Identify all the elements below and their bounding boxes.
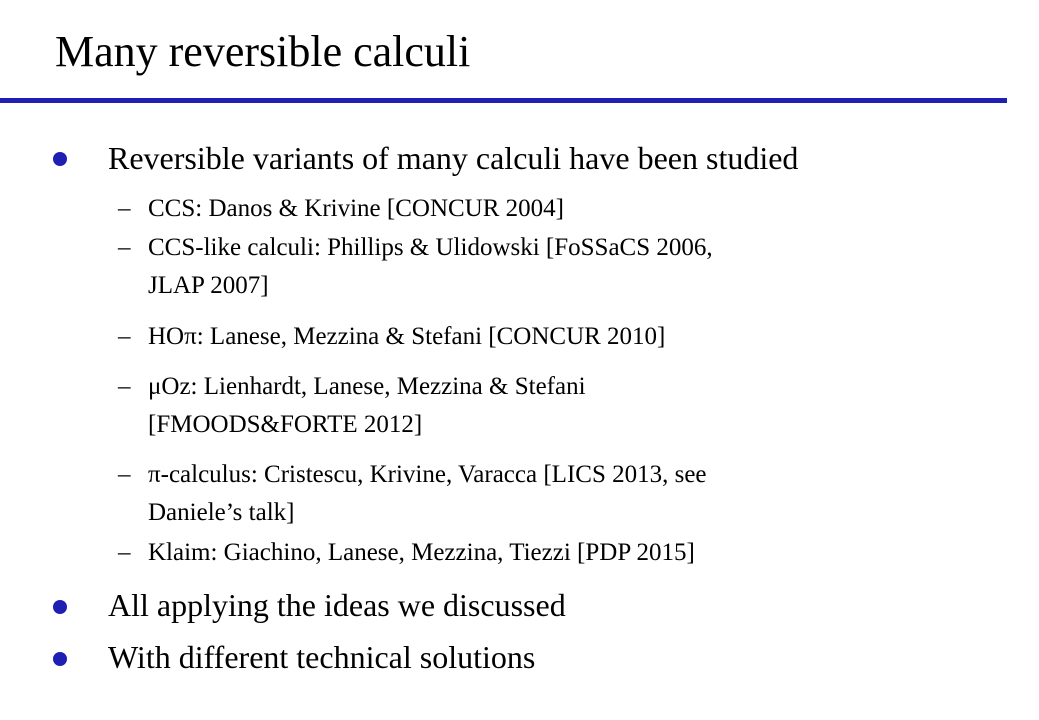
slide-title: Many reversible calculi — [55, 27, 471, 76]
sub-item-text: CCS-like calculi: Phillips & Ulidowski [FoSSaCS 2006, — [148, 234, 713, 261]
title-underline — [0, 98, 1007, 103]
sub-item-text-continued: JLAP 2007] — [148, 272, 269, 299]
sub-item-text: μOz: Lienhardt, Lanese, Mezzina & Stefani — [148, 373, 586, 400]
bullet-dot-icon — [53, 152, 67, 166]
dash-icon: – — [118, 373, 131, 400]
sub-item-text-continued: [FMOODS&FORTE 2012] — [148, 411, 423, 438]
sub-item-text: π-calculus: Cristescu, Krivine, Varacca [LICS 2013, see — [148, 461, 707, 488]
bullet-text: Reversible variants of many calculi have been studied — [108, 140, 799, 176]
sub-item-text: CCS: Danos & Krivine [CONCUR 2004] — [148, 195, 564, 222]
dash-icon: – — [118, 539, 131, 566]
bullet-dot-icon — [53, 600, 67, 614]
bullet-dot-icon — [53, 652, 67, 666]
sub-item-text: HOπ: Lanese, Mezzina & Stefani [CONCUR 2010] — [148, 323, 666, 350]
dash-icon: – — [118, 234, 131, 261]
sub-item-text: Klaim: Giachino, Lanese, Mezzina, Tiezzi [PDP 2015] — [148, 539, 695, 566]
sub-item-text-continued: Daniele’s talk] — [148, 499, 295, 526]
bullet-text: With different technical solutions — [108, 639, 536, 675]
dash-icon: – — [118, 323, 131, 350]
dash-icon: – — [118, 195, 131, 222]
dash-icon: – — [118, 461, 131, 488]
bullet-text: All applying the ideas we discussed — [108, 587, 566, 623]
